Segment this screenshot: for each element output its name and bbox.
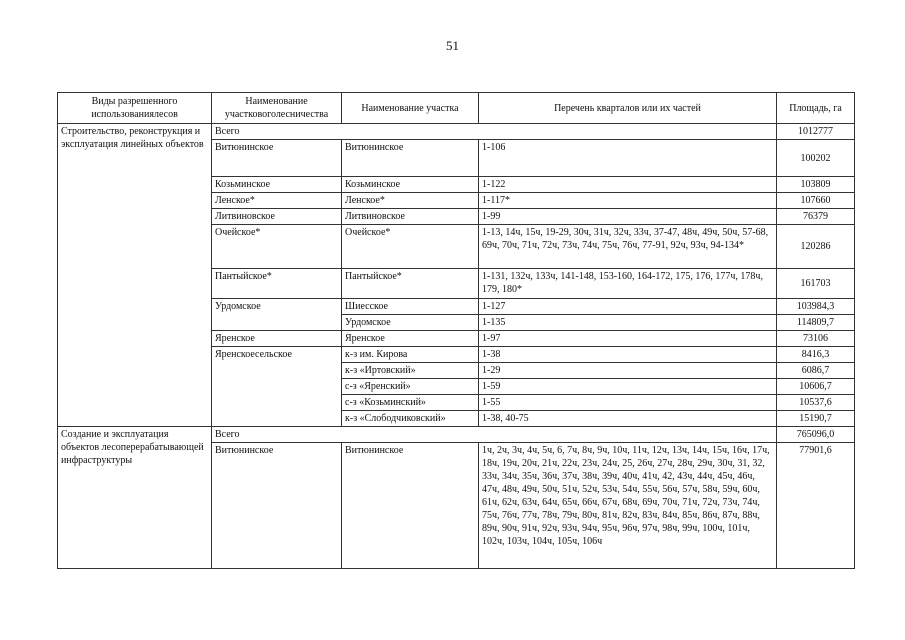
- quarters-cell: 1-99: [479, 209, 777, 225]
- quarters-cell: 1-117*: [479, 193, 777, 209]
- section-cell: с-з «Козьминский»: [342, 395, 479, 411]
- area-cell: 73106: [777, 331, 855, 347]
- forestry-cell: Очейское*: [212, 225, 342, 269]
- table-row: [58, 427, 855, 443]
- section-cell: Урдомское: [342, 315, 479, 331]
- forestry-cell: Урдомское: [212, 299, 342, 331]
- section-cell: к-з «Иртовский»: [342, 363, 479, 379]
- header-row: [58, 93, 855, 124]
- quarters-cell: 1-13, 14ч, 15ч, 19-29, 30ч, 31ч, 32ч, 33ч, 37-47, 48ч, 49ч, 50ч, 57-68, 69ч, 70ч, 71ч, 72ч, 73ч, 74ч, 75ч, 76ч, 77-91, 92ч, 93ч, 94-134*: [479, 225, 777, 269]
- quarters-cell: 1-97: [479, 331, 777, 347]
- forestry-cell: Пантыйское*: [212, 269, 342, 299]
- section-cell: Витюнинское: [342, 140, 479, 177]
- quarters-cell: 1-59: [479, 379, 777, 395]
- area-cell: 114809,7: [777, 315, 855, 331]
- area-cell: 10537,6: [777, 395, 855, 411]
- section-cell: с-з «Яренский»: [342, 379, 479, 395]
- total-area: 1012777: [777, 124, 855, 140]
- section-cell: Очейское*: [342, 225, 479, 269]
- header-use-type: Виды разрешенного использованиялесов: [58, 93, 212, 124]
- forestry-cell: Витюнинское: [212, 140, 342, 177]
- header-forestry: Наименование участковоголесничества: [212, 93, 342, 124]
- area-cell: 6086,7: [777, 363, 855, 379]
- header-area: Площадь, га: [777, 93, 855, 124]
- area-cell: 10606,7: [777, 379, 855, 395]
- header-section: Наименование участка: [342, 93, 479, 124]
- area-cell: 107660: [777, 193, 855, 209]
- quarters-cell: 1-131, 132ч, 133ч, 141-148, 153-160, 164-172, 175, 176, 177ч, 178ч, 179, 180*: [479, 269, 777, 299]
- quarters-cell: 1-135: [479, 315, 777, 331]
- table-row: [58, 124, 855, 140]
- area-cell: 161703: [777, 269, 855, 299]
- forestry-cell: Козьминское: [212, 177, 342, 193]
- forestry-cell: Яренское: [212, 331, 342, 347]
- section-cell: Витюнинское: [342, 443, 479, 569]
- section-cell: Пантыйское*: [342, 269, 479, 299]
- quarters-cell: 1-38, 40-75: [479, 411, 777, 427]
- section-cell: Ленское*: [342, 193, 479, 209]
- section-cell: к-з «Слободчиковский»: [342, 411, 479, 427]
- area-cell: 100202: [777, 140, 855, 177]
- forestry-cell: Литвиновское: [212, 209, 342, 225]
- quarters-cell: 1-55: [479, 395, 777, 411]
- quarters-cell: 1-122: [479, 177, 777, 193]
- total-label: Всего: [212, 124, 777, 140]
- quarters-cell: 1-29: [479, 363, 777, 379]
- section-cell: Шиесское: [342, 299, 479, 315]
- forestry-cell: Витюнинское: [212, 443, 342, 569]
- forestry-cell: Яренскоесельское: [212, 347, 342, 427]
- section-cell: Яренское: [342, 331, 479, 347]
- quarters-cell: 1ч, 2ч, 3ч, 4ч, 5ч, 6, 7ч, 8ч, 9ч, 10ч, 11ч, 12ч, 13ч, 14ч, 15ч, 16ч, 17ч, 18ч, 19ч, 20ч, 21ч, 22ч, 23ч, 24ч, 25, 26ч, 27ч, 28ч, 29ч, 30ч, 31, 32, 33ч, 34ч, 35ч, 36ч, 37ч, 38ч, 39ч, 40ч, 41ч, 42, 43ч, 44ч, 45ч, 46ч, 47ч, 48ч, 49ч, 50ч, 51ч, 52ч, 53ч, 54ч, 55ч, 56ч, 57ч, 58ч, 59ч, 60ч, 61ч, 62ч, 63ч, 64ч, 65ч, 66ч, 67ч, 68ч, 69ч, 70ч, 71ч, 72ч, 73ч, 74ч, 75ч, 76ч, 77ч, 78ч, 79ч, 80ч, 81ч, 82ч, 83ч, 84ч, 85ч, 86ч, 87ч, 88ч, 89ч, 90ч, 91ч, 92ч, 93ч, 94ч, 95ч, 96ч, 97ч, 98ч, 99ч, 100ч, 101ч, 102ч, 103ч, 104ч, 105ч, 106ч: [479, 443, 777, 569]
- page-number: 51: [446, 38, 459, 53]
- area-cell: 103984,3: [777, 299, 855, 315]
- area-cell: 8416,3: [777, 347, 855, 363]
- area-cell: 103809: [777, 177, 855, 193]
- forest-use-table: [57, 92, 855, 569]
- use-type-cell: Создание и эксплуатация объектов лесоперерабатывающей инфраструктуры: [58, 427, 212, 569]
- quarters-cell: 1-127: [479, 299, 777, 315]
- section-cell: Литвиновское: [342, 209, 479, 225]
- quarters-cell: 1-38: [479, 347, 777, 363]
- section-cell: к-з им. Кирова: [342, 347, 479, 363]
- header-quarters: Перечень кварталов или их частей: [479, 93, 777, 124]
- total-area: 765096,0: [777, 427, 855, 443]
- area-cell: 77901,6: [777, 443, 855, 569]
- area-cell: 120286: [777, 225, 855, 269]
- use-type-cell: Строительство, реконструкция и эксплуатация линейных объектов: [58, 124, 212, 427]
- quarters-cell: 1-106: [479, 140, 777, 177]
- total-label: Всего: [212, 427, 777, 443]
- area-cell: 15190,7: [777, 411, 855, 427]
- forestry-cell: Ленское*: [212, 193, 342, 209]
- area-cell: 76379: [777, 209, 855, 225]
- section-cell: Козьминское: [342, 177, 479, 193]
